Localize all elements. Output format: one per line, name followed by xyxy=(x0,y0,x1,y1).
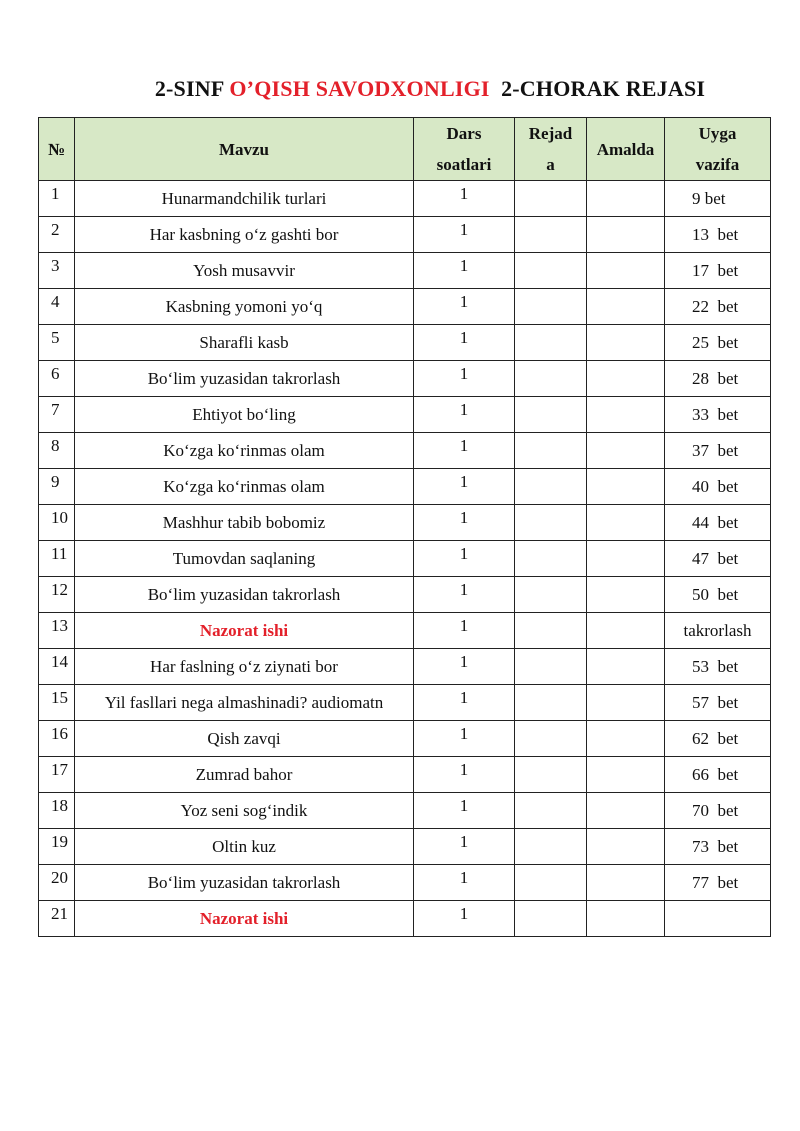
table-row xyxy=(39,217,771,253)
header-topic: Mavzu xyxy=(75,118,414,181)
row-planned xyxy=(515,793,587,829)
row-topic: Nazorat ishi xyxy=(75,901,414,937)
table-row xyxy=(39,181,771,217)
table-row xyxy=(39,721,771,757)
row-number: 8 xyxy=(39,433,75,469)
row-number: 17 xyxy=(39,757,75,793)
row-actual xyxy=(587,253,665,289)
row-actual xyxy=(587,721,665,757)
row-topic: Ko‘zga ko‘rinmas olam xyxy=(75,469,414,505)
table-header-row xyxy=(39,118,771,181)
page-title xyxy=(0,76,800,102)
table-row xyxy=(39,289,771,325)
header-homework: Uyga vazifa xyxy=(665,118,771,181)
row-number: 12 xyxy=(39,577,75,613)
row-homework: 66 bet xyxy=(665,757,771,793)
row-planned xyxy=(515,757,587,793)
row-hours: 1 xyxy=(414,649,515,685)
row-homework: takrorlash xyxy=(665,613,771,649)
row-homework: 25 bet xyxy=(665,325,771,361)
row-planned xyxy=(515,181,587,217)
row-homework: 17 bet xyxy=(665,253,771,289)
row-homework: 13 bet xyxy=(665,217,771,253)
row-topic: Nazorat ishi xyxy=(75,613,414,649)
row-topic: Hunarmandchilik turlari xyxy=(75,181,414,217)
row-number: 16 xyxy=(39,721,75,757)
row-planned xyxy=(515,541,587,577)
row-hours: 1 xyxy=(414,361,515,397)
row-number: 18 xyxy=(39,793,75,829)
row-homework: 53 bet xyxy=(665,649,771,685)
table-row xyxy=(39,325,771,361)
table-row xyxy=(39,253,771,289)
row-topic: Bo‘lim yuzasidan takrorlash xyxy=(75,361,414,397)
table-row xyxy=(39,649,771,685)
row-hours: 1 xyxy=(414,505,515,541)
header-hours: Dars soatlari xyxy=(414,118,515,181)
row-topic: Sharafli kasb xyxy=(75,325,414,361)
table-row xyxy=(39,541,771,577)
row-homework: 33 bet xyxy=(665,397,771,433)
row-actual xyxy=(587,397,665,433)
row-planned xyxy=(515,289,587,325)
table-row xyxy=(39,433,771,469)
row-homework xyxy=(665,901,771,937)
row-actual xyxy=(587,577,665,613)
row-hours: 1 xyxy=(414,469,515,505)
table-row xyxy=(39,577,771,613)
row-number: 11 xyxy=(39,541,75,577)
row-number: 3 xyxy=(39,253,75,289)
row-topic: Yil fasllari nega almashinadi? audiomatn xyxy=(75,685,414,721)
row-hours: 1 xyxy=(414,865,515,901)
row-planned xyxy=(515,469,587,505)
row-hours: 1 xyxy=(414,613,515,649)
row-hours: 1 xyxy=(414,397,515,433)
row-planned xyxy=(515,649,587,685)
row-topic: Har faslning o‘z ziynati bor xyxy=(75,649,414,685)
row-number: 14 xyxy=(39,649,75,685)
row-planned xyxy=(515,397,587,433)
row-hours: 1 xyxy=(414,181,515,217)
row-number: 10 xyxy=(39,505,75,541)
row-actual xyxy=(587,433,665,469)
row-topic: Yoz seni sog‘indik xyxy=(75,793,414,829)
row-hours: 1 xyxy=(414,433,515,469)
row-hours: 1 xyxy=(414,577,515,613)
row-homework: 62 bet xyxy=(665,721,771,757)
row-number: 13 xyxy=(39,613,75,649)
row-number: 5 xyxy=(39,325,75,361)
header-planned: Rejad a xyxy=(515,118,587,181)
row-actual xyxy=(587,757,665,793)
row-planned xyxy=(515,901,587,937)
row-actual xyxy=(587,649,665,685)
row-homework: 44 bet xyxy=(665,505,771,541)
title-grade: 2-SINF xyxy=(154,76,230,101)
table-row xyxy=(39,469,771,505)
row-number: 4 xyxy=(39,289,75,325)
row-actual xyxy=(587,181,665,217)
header-number: № xyxy=(39,118,75,181)
row-planned xyxy=(515,685,587,721)
row-actual xyxy=(587,865,665,901)
row-actual xyxy=(587,793,665,829)
table-row xyxy=(39,793,771,829)
table-row xyxy=(39,865,771,901)
row-actual xyxy=(587,829,665,865)
row-number: 1 xyxy=(39,181,75,217)
table-row xyxy=(39,757,771,793)
row-hours: 1 xyxy=(414,325,515,361)
row-actual xyxy=(587,505,665,541)
row-hours: 1 xyxy=(414,793,515,829)
row-actual xyxy=(587,469,665,505)
title-subject: O’QISH SAVODXONLIGI xyxy=(229,76,490,101)
row-number: 21 xyxy=(39,901,75,937)
row-number: 19 xyxy=(39,829,75,865)
row-topic: Bo‘lim yuzasidan takrorlash xyxy=(75,865,414,901)
row-homework: 70 bet xyxy=(665,793,771,829)
row-hours: 1 xyxy=(414,901,515,937)
row-planned xyxy=(515,577,587,613)
row-planned xyxy=(515,865,587,901)
row-planned xyxy=(515,721,587,757)
row-topic: Ehtiyot bo‘ling xyxy=(75,397,414,433)
row-homework: 77 bet xyxy=(665,865,771,901)
row-actual xyxy=(587,613,665,649)
table-row xyxy=(39,901,771,937)
row-planned xyxy=(515,433,587,469)
row-homework: 47 bet xyxy=(665,541,771,577)
row-planned xyxy=(515,253,587,289)
row-number: 20 xyxy=(39,865,75,901)
row-hours: 1 xyxy=(414,217,515,253)
row-topic: Bo‘lim yuzasidan takrorlash xyxy=(75,577,414,613)
row-hours: 1 xyxy=(414,685,515,721)
row-actual xyxy=(587,289,665,325)
row-homework: 37 bet xyxy=(665,433,771,469)
row-homework: 22 bet xyxy=(665,289,771,325)
row-homework: 28 bet xyxy=(665,361,771,397)
row-topic: Qish zavqi xyxy=(75,721,414,757)
row-topic: Tumovdan saqlaning xyxy=(75,541,414,577)
table-row xyxy=(39,361,771,397)
row-number: 15 xyxy=(39,685,75,721)
row-actual xyxy=(587,901,665,937)
row-homework: 73 bet xyxy=(665,829,771,865)
row-homework: 57 bet xyxy=(665,685,771,721)
row-topic: Yosh musavvir xyxy=(75,253,414,289)
row-actual xyxy=(587,685,665,721)
row-number: 2 xyxy=(39,217,75,253)
row-topic: Mashhur tabib bobomiz xyxy=(75,505,414,541)
row-number: 9 xyxy=(39,469,75,505)
row-topic: Har kasbning o‘z gashti bor xyxy=(75,217,414,253)
row-topic: Ko‘zga ko‘rinmas olam xyxy=(75,433,414,469)
row-hours: 1 xyxy=(414,289,515,325)
row-number: 7 xyxy=(39,397,75,433)
table-row xyxy=(39,397,771,433)
row-homework: 40 bet xyxy=(665,469,771,505)
table-row xyxy=(39,613,771,649)
row-number: 6 xyxy=(39,361,75,397)
row-actual xyxy=(587,541,665,577)
lesson-plan-table xyxy=(38,117,771,937)
row-hours: 1 xyxy=(414,541,515,577)
row-homework: 9 bet xyxy=(665,181,771,217)
header-actual: Amalda xyxy=(587,118,665,181)
row-planned xyxy=(515,829,587,865)
table-row xyxy=(39,505,771,541)
row-hours: 1 xyxy=(414,253,515,289)
title-plan: 2-CHORAK REJASI xyxy=(489,76,706,101)
row-planned xyxy=(515,325,587,361)
row-hours: 1 xyxy=(414,829,515,865)
row-planned xyxy=(515,217,587,253)
row-topic: Kasbning yomoni yo‘q xyxy=(75,289,414,325)
row-homework: 50 bet xyxy=(665,577,771,613)
row-actual xyxy=(587,361,665,397)
row-planned xyxy=(515,505,587,541)
row-topic: Oltin kuz xyxy=(75,829,414,865)
row-hours: 1 xyxy=(414,721,515,757)
table-row xyxy=(39,829,771,865)
row-hours: 1 xyxy=(414,757,515,793)
row-actual xyxy=(587,325,665,361)
row-planned xyxy=(515,361,587,397)
table-row xyxy=(39,685,771,721)
row-planned xyxy=(515,613,587,649)
row-topic: Zumrad bahor xyxy=(75,757,414,793)
row-actual xyxy=(587,217,665,253)
